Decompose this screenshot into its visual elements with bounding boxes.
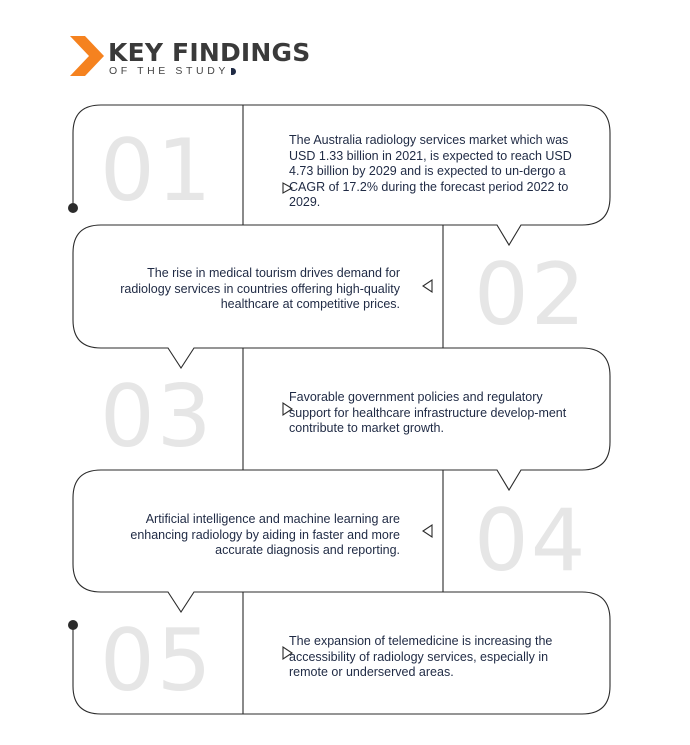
page-subtitle: OF THE STUDY [109, 65, 236, 77]
page-title: KEY FINDINGS [108, 38, 311, 67]
finding-number-01: 01 [100, 121, 214, 221]
finding-text-01: The Australia radiology services market which was USD 1.33 billion in 2021, is expected to reach USD 4.73 billion by 2029 and is expected to un-dergo a CAGR of 17.2% during the forecast period 2022 to 2029. [289, 133, 572, 209]
finding-text-02: The rise in medical tourism drives demand for radiology services in countries offering high-quality healthcare at competitive prices. [120, 266, 400, 311]
finding-text-05: The expansion of telemedicine is increasing the accessibility of radiology services, especially in remote or underserved areas. [289, 634, 553, 679]
finding-number-03: 03 [100, 367, 214, 467]
end-dot [68, 620, 78, 630]
finding-number-05: 05 [100, 611, 214, 711]
finding-number-02: 02 [474, 245, 588, 345]
arrow-left-04 [423, 525, 432, 537]
finding-text-03: Favorable government policies and regulatory support for healthcare infrastructure develop-ment contribute to market growth. [289, 390, 567, 435]
finding-number-04: 04 [474, 491, 588, 591]
start-dot [68, 203, 78, 213]
arrow-left-02 [423, 280, 432, 292]
finding-text-04: Artificial intelligence and machine learning are enhancing radiology by aiding in faster and more accurate diagnosis and reporting. [130, 512, 400, 557]
